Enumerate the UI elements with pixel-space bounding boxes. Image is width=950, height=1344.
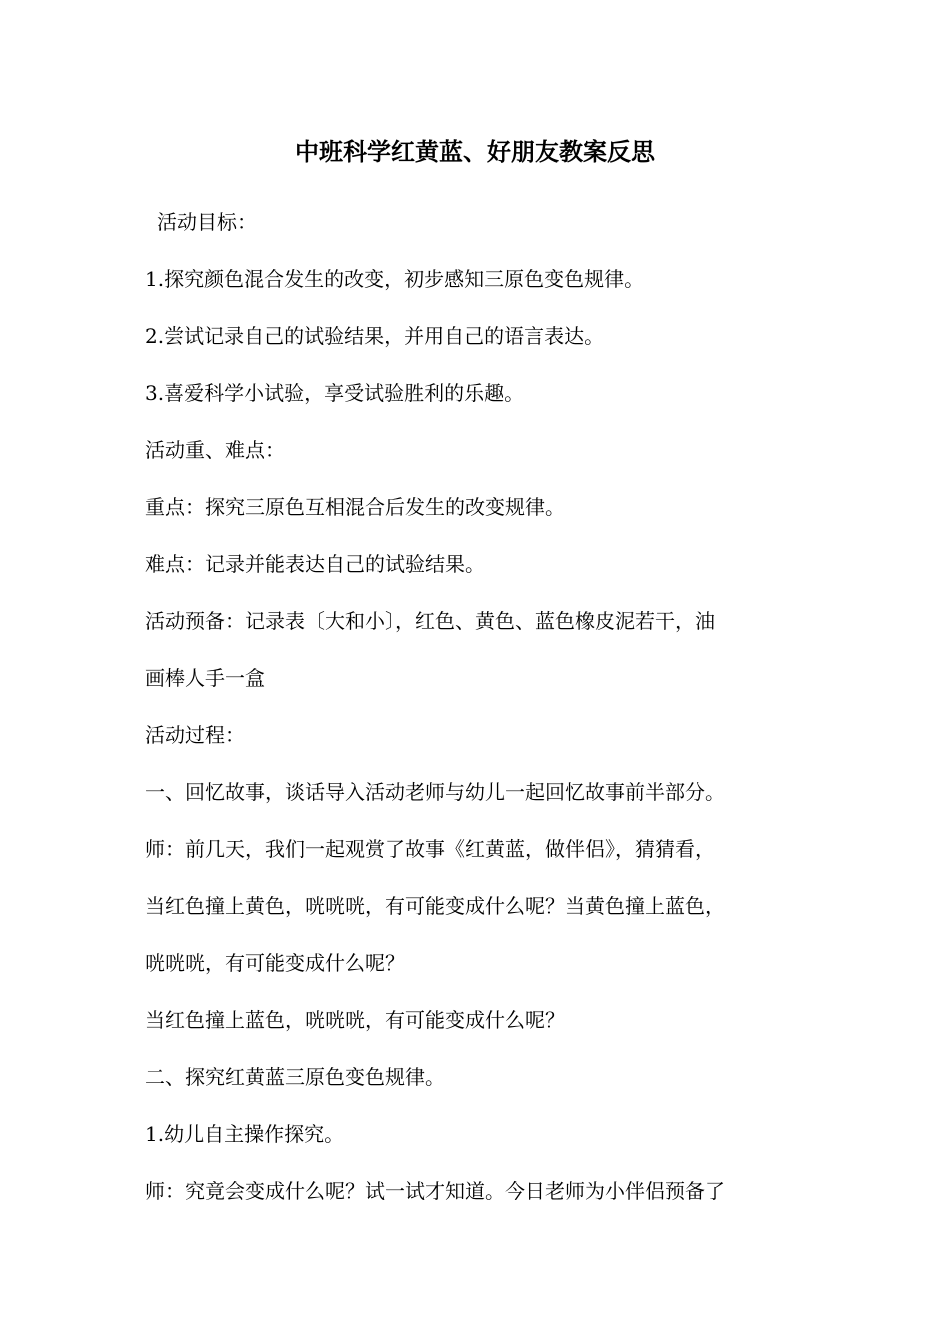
text-line: 1.探究颜色混合发生的改变，初步感知三原色变色规律。 xyxy=(145,267,645,291)
text-line: 师：前几天，我们一起观赏了故事《红黄蓝，做伴侣》，猜猜看， xyxy=(145,837,715,861)
document-title: 中班科学红黄蓝、好朋友教案反思 xyxy=(295,137,655,166)
text-line: 活动重、难点： xyxy=(145,438,285,462)
text-line: 画棒人手一盒 xyxy=(145,666,265,690)
text-line: 一、回忆故事，谈话导入活动老师与幼儿一起回忆故事前半部分。 xyxy=(145,780,725,804)
text-line: 活动过程： xyxy=(145,723,245,747)
text-line: 活动预备：记录表〔大和小〕，红色、黄色、蓝色橡皮泥若干，油 xyxy=(145,609,715,633)
text-line: 难点：记录并能表达自己的试验结果。 xyxy=(145,552,485,576)
text-line: 当红色撞上黄色，咣咣咣，有可能变成什么呢？当黄色撞上蓝色， xyxy=(145,894,725,918)
text-line: 咣咣咣，有可能变成什么呢？ xyxy=(145,951,405,975)
text-line: 二、探究红黄蓝三原色变色规律。 xyxy=(145,1065,445,1089)
text-line: 师：究竟会变成什么呢？试一试才知道。今日老师为小伴侣预备了 xyxy=(145,1179,725,1203)
text-line: 活动目标： xyxy=(157,210,257,234)
text-line: 3.喜爱科学小试验，享受试验胜利的乐趣。 xyxy=(145,381,525,405)
text-line: 2.尝试记录自己的试验结果，并用自己的语言表达。 xyxy=(145,324,605,348)
text-line: 重点：探究三原色互相混合后发生的改变规律。 xyxy=(145,495,565,519)
text-line: 当红色撞上蓝色，咣咣咣，有可能变成什么呢？ xyxy=(145,1008,565,1032)
text-line: 1.幼儿自主操作探究。 xyxy=(145,1122,345,1146)
